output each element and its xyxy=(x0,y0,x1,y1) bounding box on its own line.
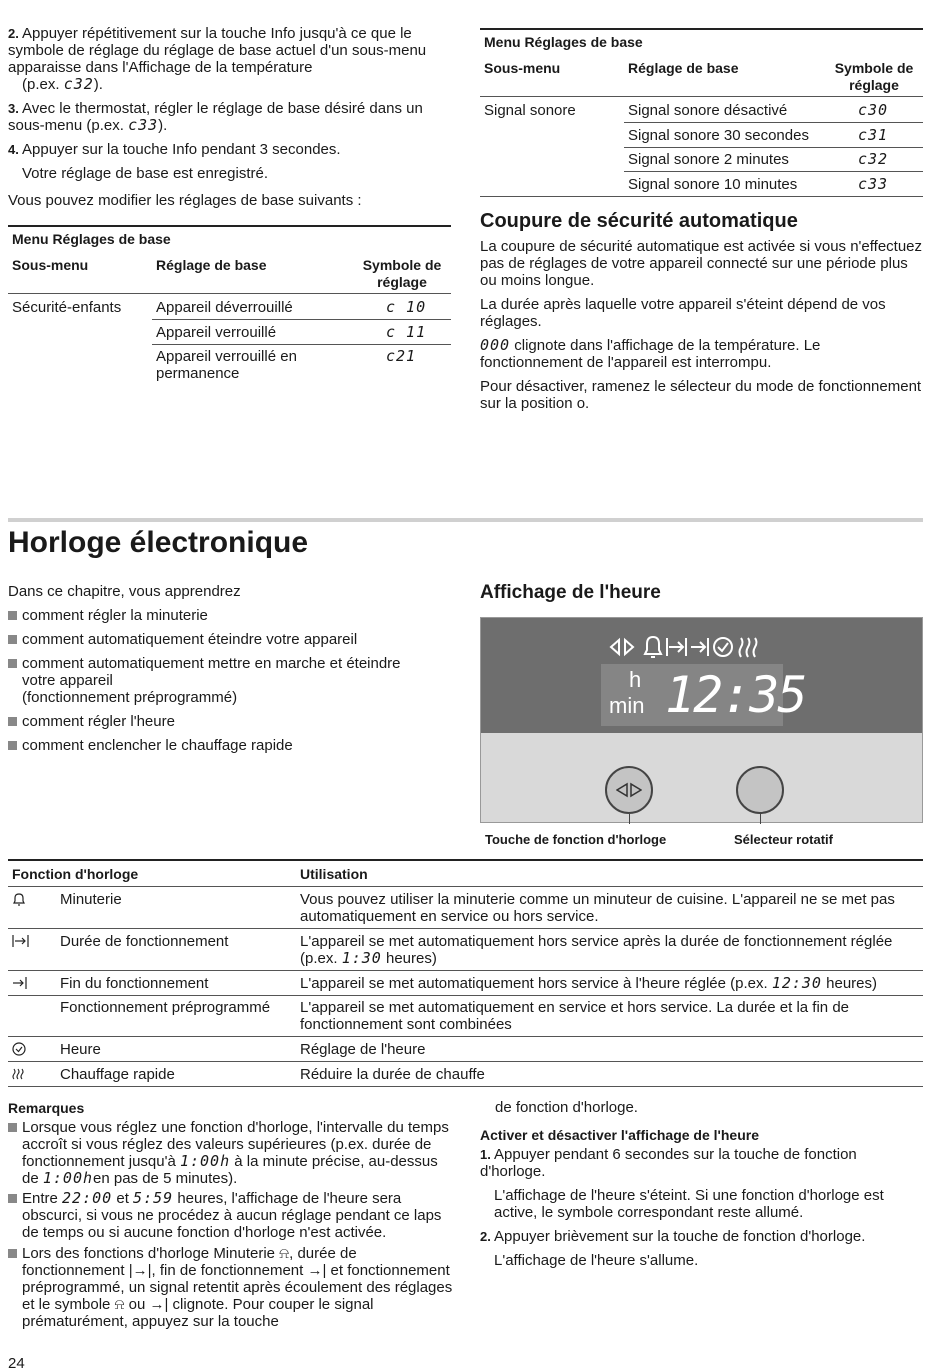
safety-p2: La durée après laquelle votre appareil s'éteint dépend de vos réglages. xyxy=(480,296,886,330)
end-icon xyxy=(12,976,28,990)
callout-line xyxy=(760,814,761,824)
time-display xyxy=(601,664,806,726)
time-value: 12:35 xyxy=(665,666,806,724)
remarks-continuation: de fonction d'horloge. xyxy=(495,1099,638,1116)
table2-row-code: c33 xyxy=(858,175,889,193)
table2-row-label: Signal sonore désactivé xyxy=(628,102,788,119)
ft-col2: Utilisation xyxy=(300,866,368,882)
ft-row-name: Heure xyxy=(60,1041,101,1058)
ft-row-name: Fin du fonctionnement xyxy=(60,975,209,992)
clock-function-button[interactable] xyxy=(605,766,653,814)
table1-row-code: c 10 xyxy=(386,298,427,316)
table1-col2: Réglage de base xyxy=(156,257,267,273)
label-clock-button: Touche de fonction d'horloge xyxy=(485,832,667,847)
intro-text: Vous pouvez modifier les réglages de base suivants : xyxy=(8,192,362,209)
chapter-rule xyxy=(8,518,923,522)
table2-col1: Sous-menu xyxy=(484,60,561,76)
ft-row-use: L'appareil se met automatiquement hors service après la durée de fonctionnement réglée (p.ex. 1:30 heures) xyxy=(300,933,893,967)
ft-row-use: L'appareil se met automatiquement en service et hors service. La durée et la fin de fonctionnement sont combinées xyxy=(300,999,850,1033)
step-3: 3. Avec le thermostat, régler le réglage de base désiré dans un sous-menu (p.ex. c33). xyxy=(8,100,423,134)
safety-p3: 000 clignote dans l'affichage de la température. Le fonctionnement de l'appareil est interrompu. xyxy=(480,336,821,371)
step-4-result: Votre réglage de base est enregistré. xyxy=(22,165,268,182)
activate-step-2: 2. Appuyer brièvement sur la touche de fonction d'horloge. xyxy=(480,1228,866,1245)
ft-row-use: Réduire la durée de chauffe xyxy=(300,1066,485,1083)
table1-submenu: Sécurité-enfants xyxy=(12,299,122,316)
list-item: comment automatiquement mettre en marche et éteindre votre appareil (fonctionnement préprogrammé) xyxy=(8,655,438,706)
table2-row-label: Signal sonore 30 secondes xyxy=(628,127,809,144)
duration-icon xyxy=(12,934,30,948)
arrows-icon xyxy=(611,640,633,654)
list-item: Lorsque vous réglez une fonction d'horloge, l'intervalle du temps accroît si vous réglez des valeurs supérieures (p.ex. durée de fonctionnement jusqu'à 1:00h à la minute précise, au-dessus de 1:00hen pas de 5 minutes). xyxy=(8,1119,453,1187)
table2-row-label: Signal sonore 2 minutes xyxy=(628,151,789,168)
clock-panel xyxy=(480,617,923,823)
activate-step-1: 1. Appuyer pendant 6 secondes sur la touche de fonction d'horloge. xyxy=(480,1146,857,1180)
list-item: comment enclencher le chauffage rapide xyxy=(8,737,448,754)
table2-col2: Réglage de base xyxy=(628,60,739,76)
list-item: comment régler la minuterie xyxy=(8,607,448,624)
end-icon xyxy=(691,638,708,656)
remarks-heading: Remarques xyxy=(8,1100,85,1116)
table2-col3: Symbole de réglage xyxy=(834,60,914,93)
display-heading: Affichage de l'heure xyxy=(480,582,661,603)
table2-submenu: Signal sonore xyxy=(484,102,576,119)
page-number: 24 xyxy=(8,1355,25,1372)
table2-row-code: c30 xyxy=(858,101,889,119)
table1-row-label: Appareil déverrouillé xyxy=(156,299,293,316)
chapter-title: Horloge électronique xyxy=(8,526,309,559)
safety-p4: Pour désactiver, ramenez le sélecteur du mode de fonctionnement sur la position o. xyxy=(480,378,922,412)
table1-row-label: Appareil verrouillé xyxy=(156,324,277,341)
ft-row-name: Fonctionnement préprogrammé xyxy=(60,999,271,1016)
list-item: comment automatiquement éteindre votre appareil xyxy=(8,631,448,648)
duration-icon xyxy=(667,638,686,656)
bell-icon xyxy=(645,637,661,657)
ft-row-name: Durée de fonctionnement xyxy=(60,933,229,950)
display-icon-row xyxy=(609,632,769,662)
activate-heading: Activer et désactiver l'affichage de l'heure xyxy=(480,1127,759,1143)
table1-title: Menu Réglages de base xyxy=(12,231,171,247)
heat-icon xyxy=(12,1067,26,1081)
rotary-selector[interactable] xyxy=(736,766,784,814)
activate-step-2-result: L'affichage de l'heure s'allume. xyxy=(494,1252,699,1269)
step-2: 2. Appuyer répétitivement sur la touche Info jusqu'à ce que le symbole de réglage du réglage de base actuel d'un sous-menu apparaisse dans l'Affichage de la température (p.ex. c32). xyxy=(8,25,427,93)
heat-icon xyxy=(740,638,757,657)
ft-col1: Fonction d'horloge xyxy=(12,866,139,882)
table2-row-code: c31 xyxy=(858,126,889,144)
unit-minutes: min xyxy=(609,693,645,718)
table2-title: Menu Réglages de base xyxy=(484,34,643,50)
callout-line xyxy=(629,814,630,824)
clock-icon xyxy=(12,1042,26,1056)
table1-row-code: c21 xyxy=(386,347,417,365)
clock-icon xyxy=(714,638,732,656)
table1-row-code: c 11 xyxy=(386,323,427,341)
ft-row-name: Chauffage rapide xyxy=(60,1066,175,1083)
list-item: Entre 22:00 et 5:59 heures, l'affichage de l'heure sera obscurci, si vous ne procédez à aucun réglage pendant ce laps de temps ou si aucune fonction d'horloge n'est activée. xyxy=(8,1190,453,1241)
ft-row-use: Vous pouvez utiliser la minuterie comme un minuteur de cuisine. L'appareil ne se met pas automatiquement en service ou hors service. xyxy=(300,891,895,925)
table1-col1: Sous-menu xyxy=(12,257,89,273)
ft-row-use: Réglage de l'heure xyxy=(300,1041,426,1058)
label-rotary: Sélecteur rotatif xyxy=(734,832,833,847)
table1-col3: Symbole de réglage xyxy=(362,257,442,290)
chapter-intro: Dans ce chapitre, vous apprendrez xyxy=(8,583,241,600)
ft-row-use: L'appareil se met automatiquement hors service à l'heure réglée (p.ex. 12:30 heures) xyxy=(300,974,877,992)
unit-hours: h xyxy=(629,667,642,692)
table2-row-label: Signal sonore 10 minutes xyxy=(628,176,798,193)
step-4: 4. Appuyer sur la touche Info pendant 3 secondes. xyxy=(8,141,341,158)
table2-row-code: c32 xyxy=(858,150,889,168)
safety-p1: La coupure de sécurité automatique est activée si vous n'effectuez pas de réglages de votre appareil connecté sur une période plus ou moins longue. xyxy=(480,238,923,289)
safety-heading: Coupure de sécurité automatique xyxy=(480,210,798,232)
table1-row-label: Appareil verrouillé en permanence xyxy=(156,348,297,382)
ft-row-name: Minuterie xyxy=(60,891,122,908)
bell-icon xyxy=(12,892,26,906)
list-item: Lors des fonctions d'horloge Minuterie ⍾, durée de fonctionnement |→|, fin de fonctionnement →| et fonctionnement préprogrammé, un signal retentit après écoulement des réglages et le symbole ⍾ ou →| clignote. Pour couper le signal prématurément, appuyez sur la touche xyxy=(8,1245,453,1330)
list-item: comment régler l'heure xyxy=(8,713,448,730)
arrows-icon xyxy=(616,782,642,798)
activate-step-1-result: L'affichage de l'heure s'éteint. Si une fonction d'horloge est active, le symbole correspondant reste allumé. xyxy=(494,1187,884,1221)
